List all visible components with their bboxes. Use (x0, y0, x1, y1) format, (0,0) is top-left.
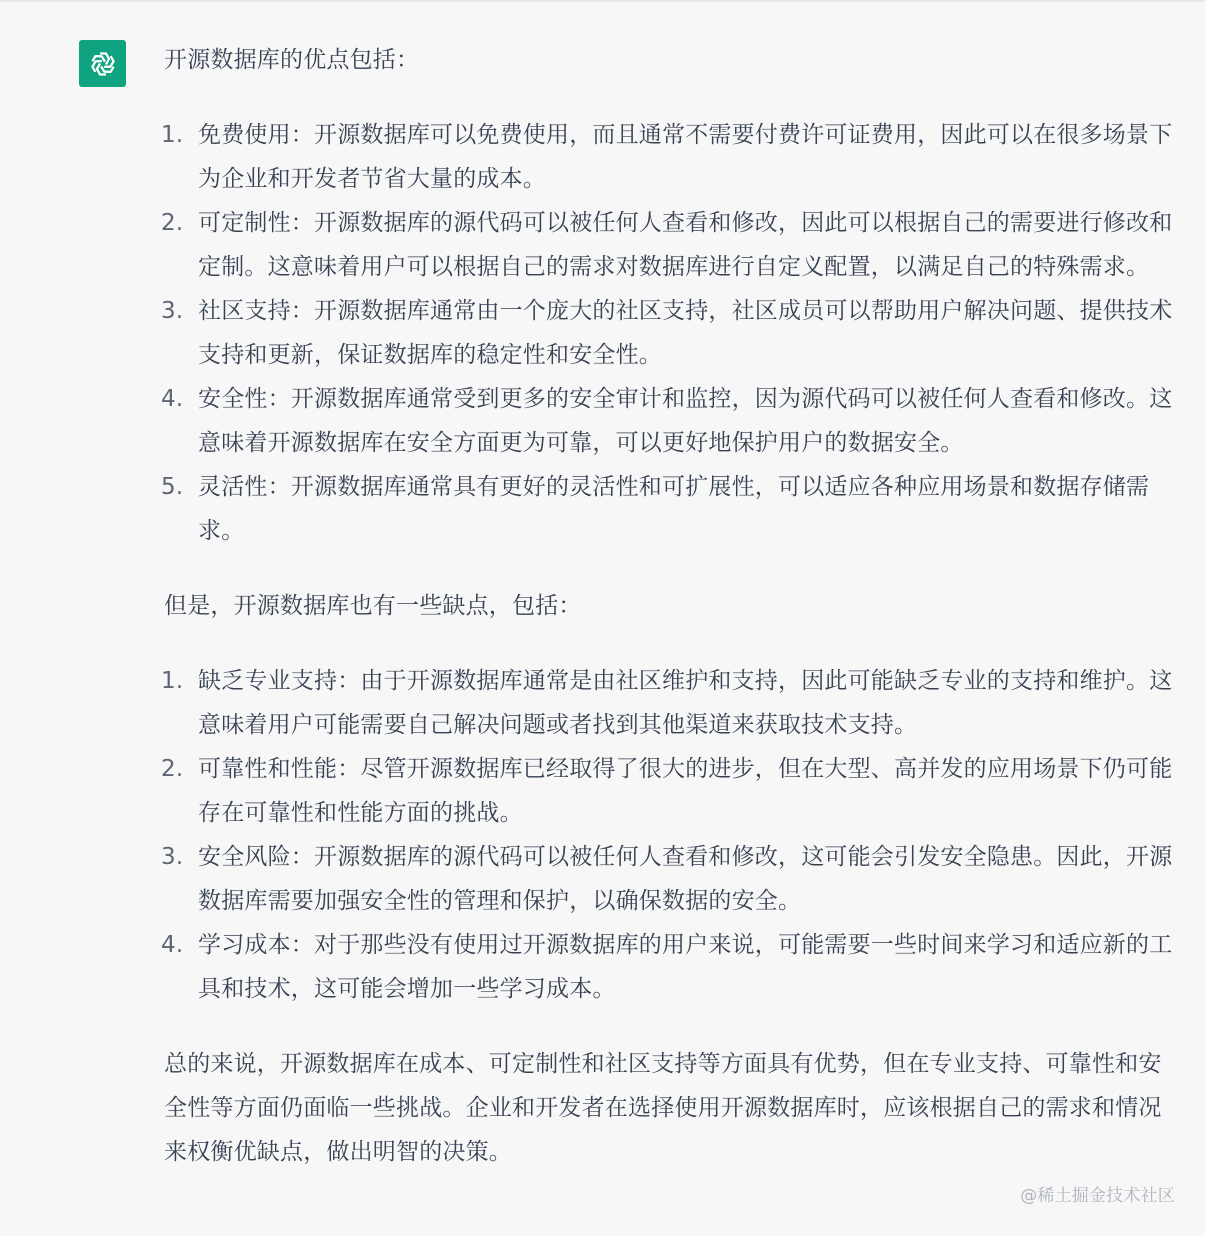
list-number: 2. (161, 210, 184, 236)
disadvantages-intro: 但是，开源数据库也有一些缺点，包括： (164, 593, 582, 619)
assistant-avatar (79, 40, 126, 87)
list-item (161, 377, 1184, 465)
list-number: 1. (161, 668, 184, 694)
list-number: 1. (161, 122, 184, 148)
conclusion-paragraph: 总的来说，开源数据库在成本、可定制性和社区支持等方面具有优势，但在专业支持、可靠性和安全性等方面仍面临一些挑战。企业和开发者在选择使用开源数据库时，应该根据自己的需求和情况来权衡优缺点，做出明智的决策。 (164, 1051, 1162, 1165)
list-item-text: 安全性：开源数据库通常受到更多的安全审计和监控，因为源代码可以被任何人查看和修改。这意味着开源数据库在安全方面更为可靠，可以更好地保护用户的数据安全。 (198, 386, 1173, 456)
list-item-text: 安全风险：开源数据库的源代码可以被任何人查看和修改，这可能会引发安全隐患。因此，开源数据库需要加强安全性的管理和保护，以确保数据的安全。 (198, 844, 1173, 914)
list-item (161, 835, 1184, 923)
list-number: 4. (161, 932, 184, 958)
list-item (161, 201, 1184, 289)
list-item (161, 659, 1184, 747)
list-number: 2. (161, 756, 184, 782)
watermark: @稀土掘金技术社区 (1020, 1186, 1175, 1206)
list-item (161, 747, 1184, 835)
list-item-text: 社区支持：开源数据库通常由一个庞大的社区支持，社区成员可以帮助用户解决问题、提供技术支持和更新，保证数据库的稳定性和安全性。 (198, 298, 1173, 368)
list-number: 5. (161, 474, 184, 500)
list-number: 3. (161, 844, 184, 870)
list-item (161, 289, 1184, 377)
list-item-text: 灵活性：开源数据库通常具有更好的灵活性和可扩展性，可以适应各种应用场景和数据存储需求。 (198, 474, 1150, 544)
assistant-message (161, 38, 1184, 1174)
advantages-list (161, 113, 1184, 553)
top-divider (0, 0, 1205, 2)
advantages-intro: 开源数据库的优点包括： (164, 47, 420, 73)
list-number: 4. (161, 386, 184, 412)
list-number: 3. (161, 298, 184, 324)
list-item-text: 缺乏专业支持：由于开源数据库通常是由社区维护和支持，因此可能缺乏专业的支持和维护。这意味着用户可能需要自己解决问题或者找到其他渠道来获取技术支持。 (198, 668, 1173, 738)
list-item (161, 113, 1184, 201)
openai-logo-icon (86, 47, 120, 81)
list-item-text: 学习成本：对于那些没有使用过开源数据库的用户来说，可能需要一些时间来学习和适应新的工具和技术，这可能会增加一些学习成本。 (198, 932, 1173, 1002)
list-item-text: 可靠性和性能：尽管开源数据库已经取得了很大的进步，但在大型、高并发的应用场景下仍可能存在可靠性和性能方面的挑战。 (198, 756, 1173, 826)
disadvantages-list (161, 659, 1184, 1011)
list-item-text: 可定制性：开源数据库的源代码可以被任何人查看和修改，因此可以根据自己的需要进行修改和定制。这意味着用户可以根据自己的需求对数据库进行自定义配置，以满足自己的特殊需求。 (198, 210, 1173, 280)
list-item (161, 465, 1184, 553)
list-item-text: 免费使用：开源数据库可以免费使用，而且通常不需要付费许可证费用，因此可以在很多场景下为企业和开发者节省大量的成本。 (198, 122, 1173, 192)
list-item (161, 923, 1184, 1011)
